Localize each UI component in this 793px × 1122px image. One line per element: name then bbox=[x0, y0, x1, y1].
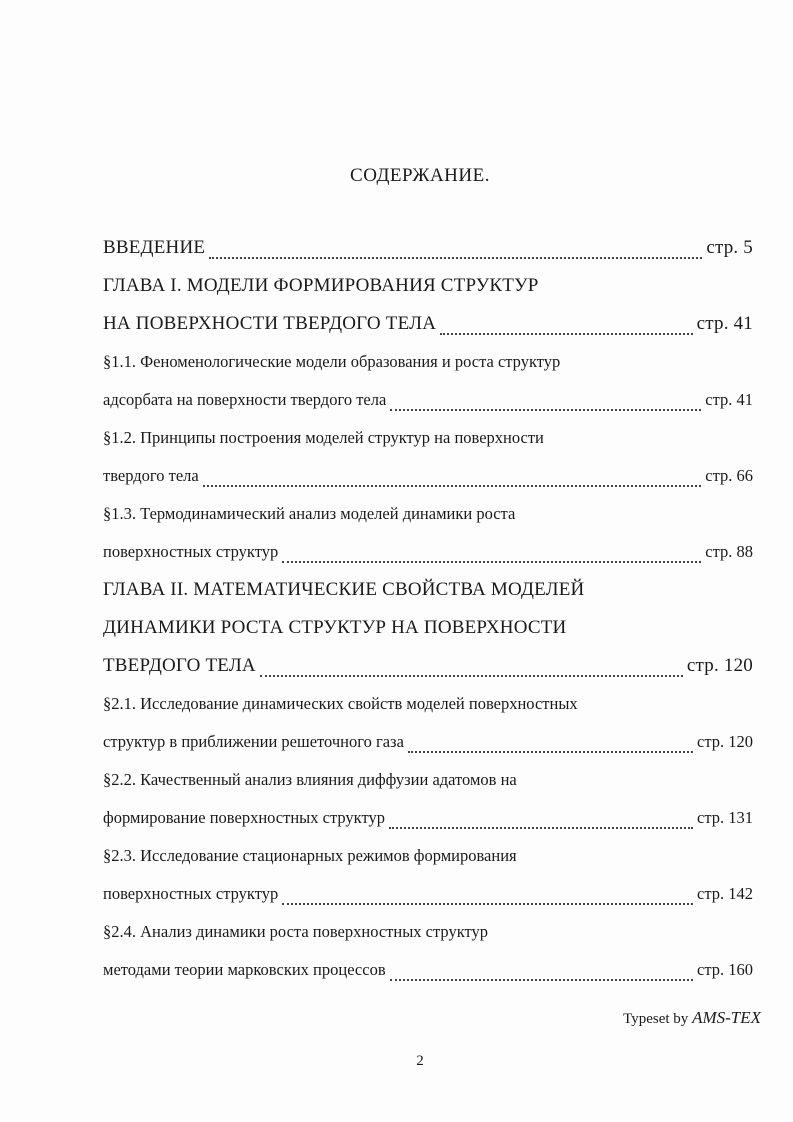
typeset-prefix: Typeset by bbox=[623, 1011, 693, 1027]
toc-entry-page: стр. 88 bbox=[705, 542, 753, 561]
dot-leader bbox=[203, 485, 702, 487]
dot-leader bbox=[440, 333, 692, 335]
toc-entry-text: формирование поверхностных структур bbox=[103, 808, 385, 827]
toc-entry-text: твердого тела bbox=[103, 466, 199, 485]
dot-leader bbox=[390, 979, 693, 981]
dot-leader bbox=[408, 751, 693, 753]
toc-entry-page: стр. 160 bbox=[697, 960, 753, 979]
toc-entry-text: §2.2. Качественный анализ влияния диффузии адатомов на bbox=[103, 770, 517, 789]
toc-entry bbox=[103, 347, 753, 385]
toc-entry bbox=[103, 689, 753, 727]
dot-leader bbox=[390, 409, 701, 411]
toc-entry bbox=[103, 499, 753, 537]
toc-entry-text: §1.3. Термодинамический анализ моделей динамики роста bbox=[103, 504, 516, 523]
toc-entry-text: методами теории марковских процессов bbox=[103, 960, 386, 979]
toc-entry-text: ДИНАМИКИ РОСТА СТРУКТУР НА ПОВЕРХНОСТИ bbox=[103, 617, 567, 638]
toc-entry-text: адсорбата на поверхности твердого тела bbox=[103, 390, 387, 409]
table-of-contents bbox=[103, 233, 753, 993]
toc-entry-page: стр. 66 bbox=[705, 466, 753, 485]
toc-entry-text: §2.4. Анализ динамики роста поверхностных структур bbox=[103, 922, 488, 941]
toc-entry bbox=[103, 575, 753, 613]
toc-entry bbox=[103, 879, 753, 917]
toc-entry bbox=[103, 765, 753, 803]
dot-leader bbox=[389, 827, 693, 829]
toc-entry bbox=[103, 727, 753, 765]
toc-title: СОДЕРЖАНИЕ. bbox=[350, 165, 490, 186]
toc-entry-page: стр. 142 bbox=[697, 884, 753, 903]
ams-tex-logo: AMS-TEX bbox=[692, 1008, 761, 1027]
toc-entry-text: §2.3. Исследование стационарных режимов формирования bbox=[103, 846, 517, 865]
toc-entry-page: стр. 120 bbox=[686, 655, 753, 676]
toc-entry bbox=[103, 537, 753, 575]
toc-entry-page: стр. 5 bbox=[706, 237, 753, 258]
toc-entry bbox=[103, 423, 753, 461]
toc-entry-page: стр. 131 bbox=[697, 808, 753, 827]
toc-entry-page: стр. 41 bbox=[696, 313, 753, 334]
toc-entry-page: стр. 41 bbox=[705, 390, 753, 409]
toc-entry-text: ТВЕРДОГО ТЕЛА bbox=[103, 655, 256, 676]
toc-entry bbox=[103, 309, 753, 347]
toc-entry bbox=[103, 917, 753, 955]
dot-leader bbox=[260, 675, 683, 677]
toc-entry-text: ГЛАВА I. МОДЕЛИ ФОРМИРОВАНИЯ СТРУКТУР bbox=[103, 275, 539, 296]
typeset-credit bbox=[623, 1008, 761, 1028]
toc-entry bbox=[103, 613, 753, 651]
toc-entry-text: структур в приближении решеточного газа bbox=[103, 732, 404, 751]
toc-entry bbox=[103, 841, 753, 879]
toc-entry-page: стр. 120 bbox=[697, 732, 753, 751]
toc-entry-text: ВВЕДЕНИЕ bbox=[103, 237, 206, 258]
toc-entry-text: §2.1. Исследование динамических свойств моделей поверхностных bbox=[103, 694, 578, 713]
toc-entry bbox=[103, 803, 753, 841]
toc-entry-text: НА ПОВЕРХНОСТИ ТВЕРДОГО ТЕЛА bbox=[103, 313, 437, 334]
toc-entry-text: поверхностных структур bbox=[103, 542, 279, 561]
toc-entry bbox=[103, 955, 753, 993]
toc-entry bbox=[103, 461, 753, 499]
page-number: 2 bbox=[416, 1053, 424, 1069]
toc-entry bbox=[103, 233, 753, 271]
toc-entry-text: поверхностных структур bbox=[103, 884, 279, 903]
toc-entry bbox=[103, 271, 753, 309]
toc-entry bbox=[103, 385, 753, 423]
dot-leader bbox=[282, 903, 693, 905]
dot-leader bbox=[282, 561, 701, 563]
dot-leader bbox=[209, 257, 702, 259]
toc-entry-text: §1.1. Феноменологические модели образования и роста структур bbox=[103, 352, 561, 371]
toc-entry-text: §1.2. Принципы построения моделей структур на поверхности bbox=[103, 428, 544, 447]
toc-entry-text: ГЛАВА II. МАТЕМАТИЧЕСКИЕ СВОЙСТВА МОДЕЛЕЙ bbox=[103, 579, 585, 600]
toc-entry bbox=[103, 651, 753, 689]
